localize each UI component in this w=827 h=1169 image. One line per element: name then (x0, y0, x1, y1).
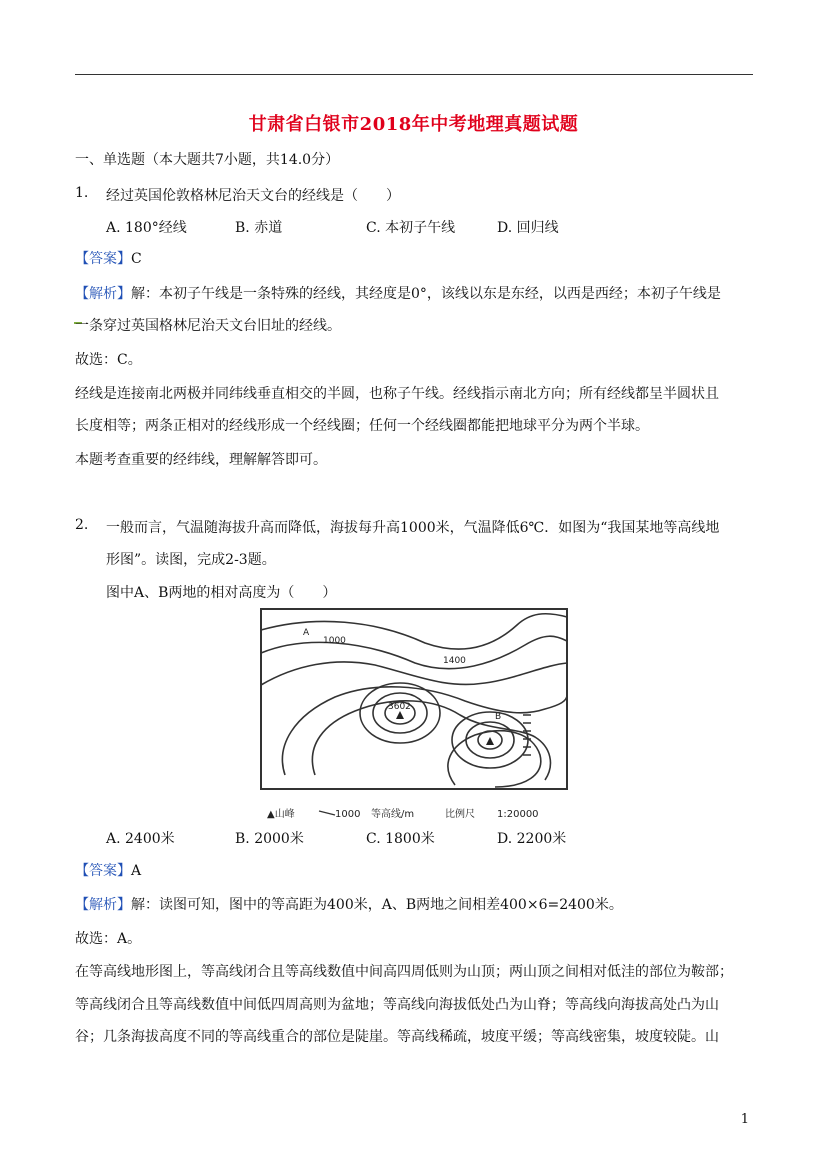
q2-option-b: B. 2000米 (235, 831, 304, 847)
question-1-text: 经过英国伦敦格林尼治天文台的经线是（ ） (106, 188, 400, 204)
question-2-sub: 图中A、B两地的相对高度为（ ） (106, 585, 337, 601)
question-1-number: 1. (75, 185, 89, 201)
legend-peak: ▲山峰 (267, 809, 295, 820)
q2-note-3: 谷；几条海拔高度不同的等高线重合的部位是陡崖。等高线稀疏，坡度平缓；等高线密集，坡度较陡。山 (75, 1029, 719, 1045)
answer-value: C (131, 251, 142, 267)
legend-contour-text: 等高线/m (371, 809, 415, 820)
q1-option-b: B. 赤道 (235, 220, 283, 236)
q1-choice: 故选：C。 (75, 352, 142, 368)
analysis-tag: 【解析】 (75, 897, 131, 913)
answer-tag: 【答案】 (75, 863, 131, 879)
answer-tag: 【答案】 (75, 251, 131, 267)
page-title: 甘肃省白银市2018年中考地理真题试题 (248, 114, 579, 135)
q1-option-a: A. 180°经线 (106, 220, 187, 236)
q1-option-c: C. 本初子午线 (366, 220, 456, 236)
question-2-text-1: 一般而言，气温随海拔升高而降低，海拔每升高1000米，气温降低6℃．如图为“我国某地等高线地 (106, 520, 720, 536)
map-label-b: B (495, 712, 502, 722)
map-contour-1000: 1000 (323, 636, 346, 646)
question-2-text-2: 形图”。读图，完成2-3题。 (106, 552, 276, 568)
q1-answer (75, 249, 142, 269)
legend-contour-value: 1000 (335, 809, 361, 820)
map-label-a: A (303, 628, 310, 638)
q1-analysis-line-2: 一条穿过英国格林尼治天文台旧址的经线。 (75, 318, 341, 334)
section-heading: 一、单选题（本大题共7小题，共14.0分） (75, 152, 340, 168)
q1-note-1: 经线是连接南北两极并同纬线垂直相交的半圆，也称子午线。经线指示南北方向；所有经线都呈半圆状且 (75, 386, 719, 402)
analysis-text: 解：本初子午线是一条特殊的经线，其经度是0°，该线以东是东经，以西是西经；本初子午线是 (131, 286, 721, 302)
header-rule (75, 74, 753, 75)
analysis-tag: 【解析】 (75, 286, 131, 302)
map-contour-1400: 1400 (443, 656, 466, 666)
q2-analysis (75, 895, 623, 915)
question-2-number: 2. (75, 517, 89, 533)
q2-option-a: A. 2400米 (106, 831, 175, 847)
answer-value: A (131, 863, 142, 879)
contour-map (255, 605, 575, 825)
page-number: 1 (740, 1112, 749, 1127)
q2-answer (75, 861, 141, 881)
q2-note-1: 在等高线地形图上，等高线闭合且等高线数值中间高四周低则为山顶；两山顶之间相对低洼的部位为鞍部； (75, 964, 733, 980)
analysis-text: 解：读图可知，图中的等高距为400米，A、B两地之间相差400×6=2400米。 (131, 897, 623, 913)
q2-option-c: C. 1800米 (366, 831, 435, 847)
q2-option-d: D. 2200米 (497, 831, 567, 847)
q1-note-3: 本题考查重要的经纬线，理解解答即可。 (75, 452, 327, 468)
q2-choice: 故选：A。 (75, 931, 142, 947)
q1-analysis-line-1 (75, 284, 721, 304)
q1-note-2: 长度相等；两条正相对的经线形成一个经线圈；任何一个经线圈都能把地球平分为两个半球。 (75, 418, 649, 434)
q1-option-d: D. 回归线 (497, 220, 559, 236)
legend-scale: 比例尺 (445, 809, 475, 820)
q2-note-2: 等高线闭合且等高线数值中间低四周高则为盆地；等高线向海拔低处凸为山脊；等高线向海拔高处凸为山 (75, 997, 719, 1013)
legend-ratio: 1:20000 (497, 809, 539, 820)
map-peak-label: 3602 (388, 702, 411, 712)
